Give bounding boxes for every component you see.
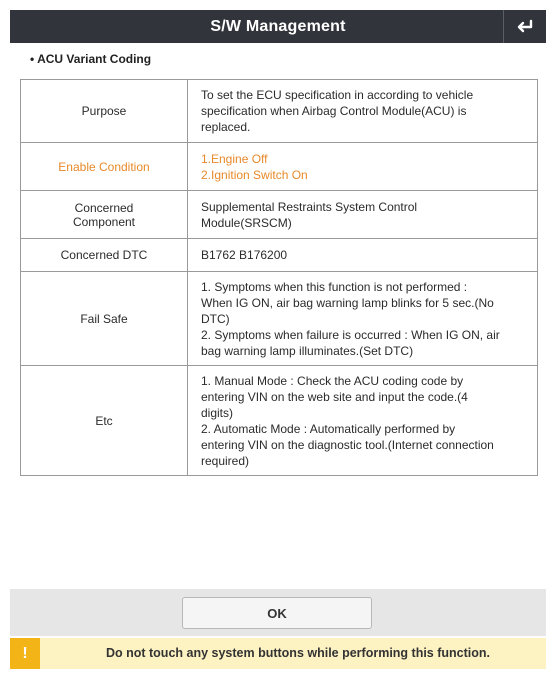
return-arrow-icon	[515, 19, 535, 35]
value-line: 1.Engine Off	[201, 151, 268, 166]
exclamation-icon: !	[10, 638, 40, 669]
warning-banner	[10, 638, 546, 669]
row-label: Enable Condition	[21, 143, 188, 191]
value-line: 2. Symptoms when failure is occurred : When IG ON, air	[201, 327, 500, 342]
row-value	[188, 272, 538, 366]
row-label: Etc	[21, 366, 188, 476]
value-line: Module(SRSCM)	[201, 215, 292, 230]
value-line: entering VIN on the diagnostic tool.(Internet connection	[201, 437, 494, 452]
row-label: Purpose	[21, 80, 188, 143]
row-label: Concerned DTC	[21, 239, 188, 272]
button-bar	[10, 589, 546, 636]
warning-text: Do not touch any system buttons while performing this function.	[105, 646, 491, 660]
value-line: When IG ON, air bag warning lamp blinks for 5 sec.(No	[201, 295, 494, 310]
table-row-fail-safe	[21, 272, 538, 366]
value-line: 1. Symptoms when this function is not performed :	[201, 279, 468, 294]
value-line: B1762 B176200	[201, 248, 288, 262]
value-line: 2. Automatic Mode : Automatically performed by	[201, 421, 456, 436]
row-value	[188, 366, 538, 476]
value-line: replaced.	[201, 120, 251, 134]
row-label	[21, 191, 188, 239]
table-row-enable-condition	[21, 143, 538, 191]
label-line: Concerned	[74, 200, 134, 215]
title-bar	[10, 10, 546, 43]
row-label: Fail Safe	[21, 272, 188, 366]
value-line: 1. Manual Mode : Check the ACU coding code by	[201, 373, 464, 388]
back-button[interactable]	[503, 10, 546, 43]
ok-button[interactable]: OK	[182, 597, 372, 629]
value-line: required)	[201, 453, 250, 468]
value-line: entering VIN on the web site and input the code.(4	[201, 389, 468, 404]
row-value	[188, 239, 538, 272]
value-line: 2.Ignition Switch On	[201, 167, 308, 182]
value-line: To set the ECU specification in according to vehicle	[201, 88, 474, 102]
row-value	[188, 143, 538, 191]
label-line: Component	[72, 214, 136, 229]
table-row-concerned-component	[21, 191, 538, 239]
value-line: Supplemental Restraints System Control	[201, 199, 418, 214]
table-row-purpose	[21, 80, 538, 143]
value-line: DTC)	[201, 311, 230, 326]
table-row-etc	[21, 366, 538, 476]
row-value	[188, 191, 538, 239]
value-line: bag warning lamp illuminates.(Set DTC)	[201, 343, 414, 358]
table-row-concerned-dtc	[21, 239, 538, 272]
row-value	[188, 80, 538, 143]
value-line: digits)	[201, 405, 234, 420]
value-line: specification when Airbag Control Module(ACU) is	[201, 104, 467, 118]
info-table	[20, 79, 538, 476]
section-title: • ACU Variant Coding	[30, 52, 152, 66]
page-title: S/W Management	[210, 18, 346, 35]
